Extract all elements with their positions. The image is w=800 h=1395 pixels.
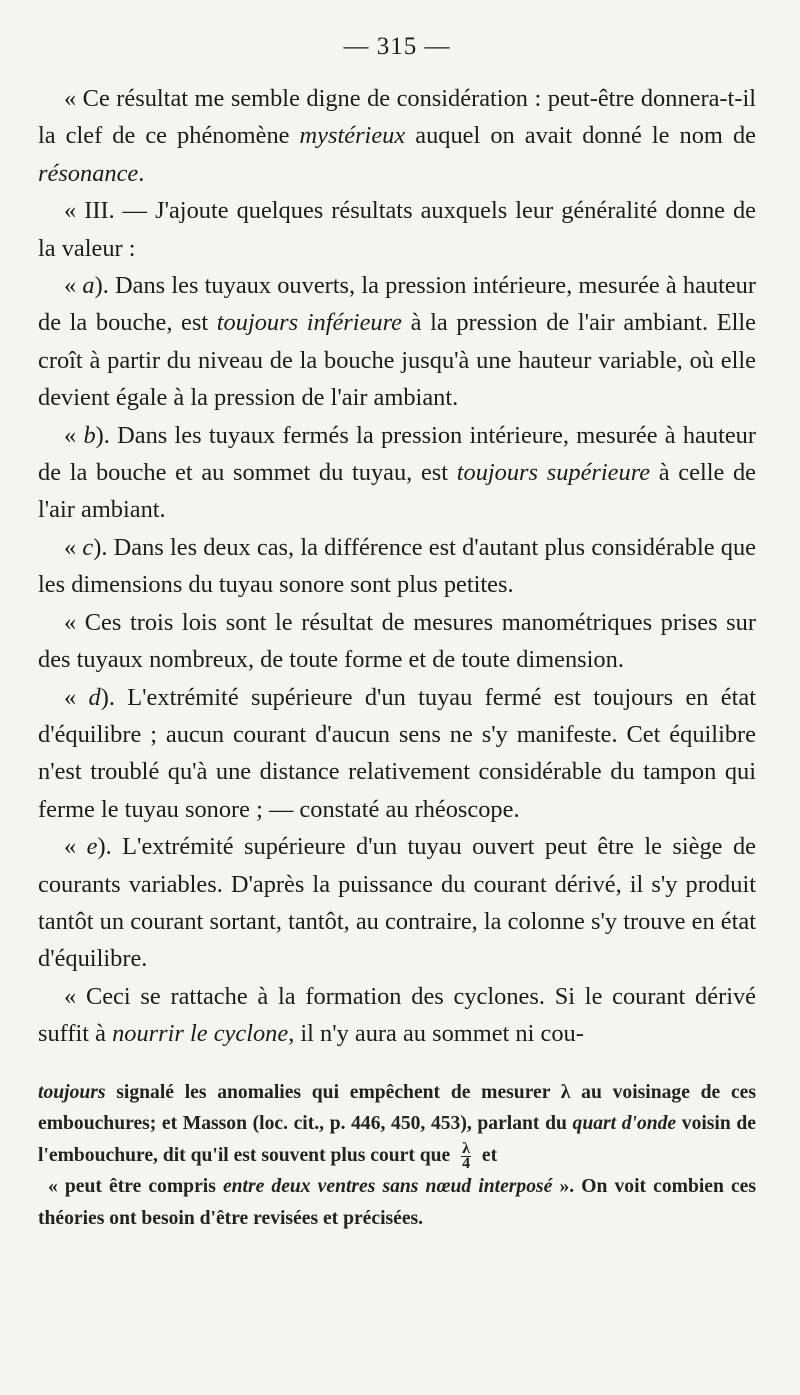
fraction-denominator: 4 xyxy=(462,1154,471,1172)
item-letter: a xyxy=(82,272,95,300)
text-run: et xyxy=(477,1144,498,1166)
text-run: « xyxy=(64,272,83,300)
text-run: « xyxy=(64,833,87,861)
paragraph-d xyxy=(38,679,756,829)
item-letter: e xyxy=(86,833,98,861)
text-run: ). Dans les tuyaux ouverts, la pression intérieure, mesurée à hauteur de la bouche, est xyxy=(38,272,757,337)
text-run: ». On voit combien ces théories ont besoin d'être revisées et précisées. xyxy=(38,1176,756,1229)
text-run: ). L'extrémité supérieure d'un tuyau fermé est toujours en état d'équilibre ; aucun courant d'aucun sens ne s'y manifeste. Cet équilibre n'est troublé qu'à une distance relativement considérable du tampon qui ferme le tuyau sonore ; — constaté au rhéoscope. xyxy=(38,683,757,823)
text-run: « peut être compris xyxy=(48,1176,223,1198)
page-number: — 315 — xyxy=(343,33,451,60)
paragraph-e xyxy=(38,828,756,978)
paragraph-resonance xyxy=(38,80,756,192)
italic-run: quart d'onde xyxy=(572,1113,677,1135)
item-letter: b xyxy=(83,421,96,449)
text-run: « xyxy=(64,421,84,449)
paragraph-b xyxy=(38,417,756,529)
italic-run: entre deux ventres sans nœud interposé xyxy=(222,1176,553,1198)
text-run: « xyxy=(64,533,83,561)
text-run: à celle de l'air ambiant. xyxy=(38,459,757,524)
paragraph-cyclones xyxy=(38,978,756,1053)
text-run: ). L'extrémité supérieure d'un tuyau ouvert peut être le siège de courants variables. D'après la puissance du courant dérivé, il s'y produit tantôt un courant sortant, tantôt, au contraire, la colonne s'y trouve en état d'équilibre. xyxy=(38,833,756,973)
paragraph-laws: « Ces trois lois sont le résultat de mesures manométriques prises sur des tuyaux nombreux, de toute forme et de toute dimension. xyxy=(38,608,756,674)
text-run: ). Dans les deux cas, la différence est d'autant plus considérable que les dimensions du tuyau sonore sont plus petites. xyxy=(38,533,756,599)
text-run: signalé les anomalies qui empêchent de mesurer λ au voisinage de ces embouchures; et Masson (loc. cit., p. 446, 450, 453), parlant du xyxy=(38,1081,756,1135)
italic-run: mystérieux xyxy=(299,122,406,150)
italic-run: toujours supérieure xyxy=(456,459,651,487)
item-letter: d xyxy=(88,683,101,711)
italic-run: toujours inférieure xyxy=(216,309,403,337)
main-text xyxy=(38,80,756,1053)
text-run: « Ceci se rattache à la formation des cyclones. Si le courant dérivé suffit à xyxy=(38,982,756,1048)
text-run: ). Dans les tuyaux fermés la pression intérieure, mesurée à hauteur de la bouche et au sommet du tuyau, est xyxy=(38,421,756,487)
item-letter: c xyxy=(82,533,94,561)
text-run: « xyxy=(64,683,89,711)
footnote-paragraph-2 xyxy=(38,1171,756,1234)
italic-run: nourrir le cyclone xyxy=(112,1020,289,1048)
paragraph-a xyxy=(38,267,756,417)
text-run: . xyxy=(138,159,145,187)
italic-run: toujours xyxy=(38,1081,106,1103)
footnote-paragraph-1 xyxy=(38,1077,756,1172)
paragraph-iii: « III. — J'ajoute quelques résultats auxquels leur généralité donne de la valeur : xyxy=(38,197,756,262)
italic-run: résonance xyxy=(38,159,139,187)
text-run: voisin de l'embouchure, dit qu'il est souvent plus court que xyxy=(38,1113,756,1166)
fraction-numerator: λ xyxy=(462,1139,471,1157)
text-run: « Ce résultat me semble digne de considération : peut-être donnera-t-il la clef de ce phénomène xyxy=(38,85,756,150)
text-run: , il n'y aura au sommet ni cou- xyxy=(288,1020,584,1048)
fraction-lambda-over-four xyxy=(461,1139,471,1172)
footnote xyxy=(38,1077,756,1235)
paragraph-c xyxy=(38,529,756,604)
text-run: auquel on avait donné le nom de xyxy=(405,122,756,150)
text-run: à la pression de l'air ambiant. Elle croît à partir du niveau de la bouche jusqu'à une hauteur variable, où elle devient égale à la pression de l'air ambiant. xyxy=(38,309,757,412)
